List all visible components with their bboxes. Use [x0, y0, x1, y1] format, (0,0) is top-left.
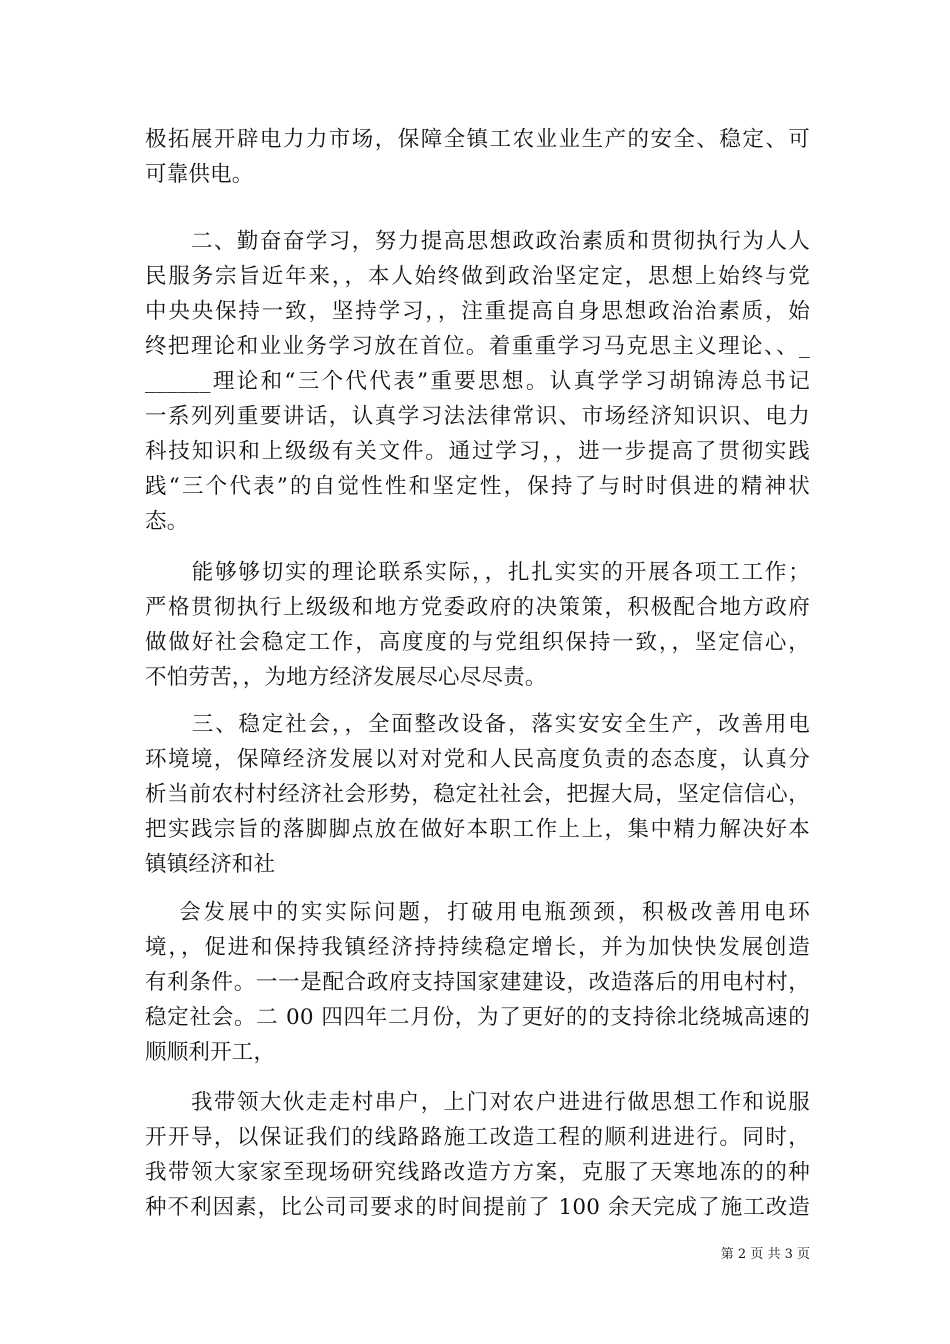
body-text-line: 能够够切实的理论联系实际，，扎扎实实的开展各项工工作； — [145, 560, 810, 585]
body-text-line: 开开导，以保证我们的线路路施工改造工程的顺利进进行。同时， — [145, 1125, 810, 1150]
body-text-line: 我带领大家家至现场研究线路改造方方案，克服了天寒地冻的的种 — [145, 1160, 810, 1185]
body-text-line: 我带领大伙走走村串户，上门对农户进进行做思想工作和说服 — [145, 1090, 810, 1115]
body-text-line: 不怕劳苦，，为地方经济发展尽心尽尽责。 — [145, 665, 547, 690]
body-text-line: 境，，促进和保持我镇经济持持续稳定增长，并为加快快发展创造 — [145, 935, 810, 960]
body-text-line: ______理论和“三个代代表”重要思想。认真学学习胡锦涛总书记 — [145, 369, 810, 394]
body-text-line: 民服务宗旨近年来，，本人始终做到政治坚定定，思想上始终与党 — [145, 264, 810, 289]
body-text-line: 二、勤奋奋学习，努力提高思想政政治素质和贯彻执行为人人 — [145, 229, 810, 254]
body-text-line: 会发展中的实实际问题，打破用电瓶颈颈，积极改善用电环 — [145, 900, 810, 925]
body-text-line: 做做好社会稳定工作，高度度的与党组织保持一致，，坚定信心， — [145, 630, 810, 655]
body-text-line: 中央央保持一致，坚持学习，，注重提高自身思想政治治素质，始 — [145, 299, 810, 324]
body-text-line: 践“三个代表”的自觉性性和坚定性，保持了与时时俱进的精神状 — [145, 474, 810, 499]
body-text-line: 顺顺利开工， — [145, 1040, 276, 1065]
body-text-line: 严格贯彻执行上级级和地方党委政府的决策策，积极配合地方政府 — [145, 595, 810, 620]
body-text-line: 一系列列重要讲话，认真学习法法律常识、市场经济知识识、电力 — [145, 404, 810, 429]
body-text-line: 镇镇经济和社 — [145, 852, 276, 877]
body-text-line: 有利条件。一一是配合政府支持国家建建设，改造落后的用电村村， — [145, 970, 810, 995]
body-text-line: 环境境，保障经济发展以对对党和人民高度负责的态态度，认真分 — [145, 747, 810, 772]
body-text-line: 三、稳定社会，，全面整改设备，落实安安全生产，改善用电 — [145, 712, 810, 737]
body-text-line: 可靠供电。 — [145, 162, 254, 187]
body-text-line: 种不利因素，比公司司要求的时间提前了 100 余天完成了施工改造 — [145, 1195, 810, 1220]
body-text-line: 科技知识和上级级有关文件。通过学习，，进一步提高了贯彻实践 — [145, 439, 810, 464]
body-text-line: 态。 — [145, 509, 189, 534]
body-text-line: 稳定社会。二 00 四四年二月份，为了更好的的支持徐北绕城高速的 — [145, 1005, 810, 1030]
body-text-line: 析当前农村村经济社会形势，稳定社社会，把握大局，坚定信信心， — [145, 782, 810, 807]
page-number-footer: 第 2 页 共 3 页 — [720, 1247, 810, 1262]
body-text-line: 把实践宗旨的落脚脚点放在做好本职工作上上，集中精力解决好本 — [145, 817, 810, 842]
body-text-line: 极拓展开辟电力力市场，保障全镇工农业业生产的安全、稳定、可 — [145, 127, 810, 152]
body-text-line: 终把理论和业业务学习放在首位。着重重学习马克思主义理论、、_ — [145, 334, 810, 359]
